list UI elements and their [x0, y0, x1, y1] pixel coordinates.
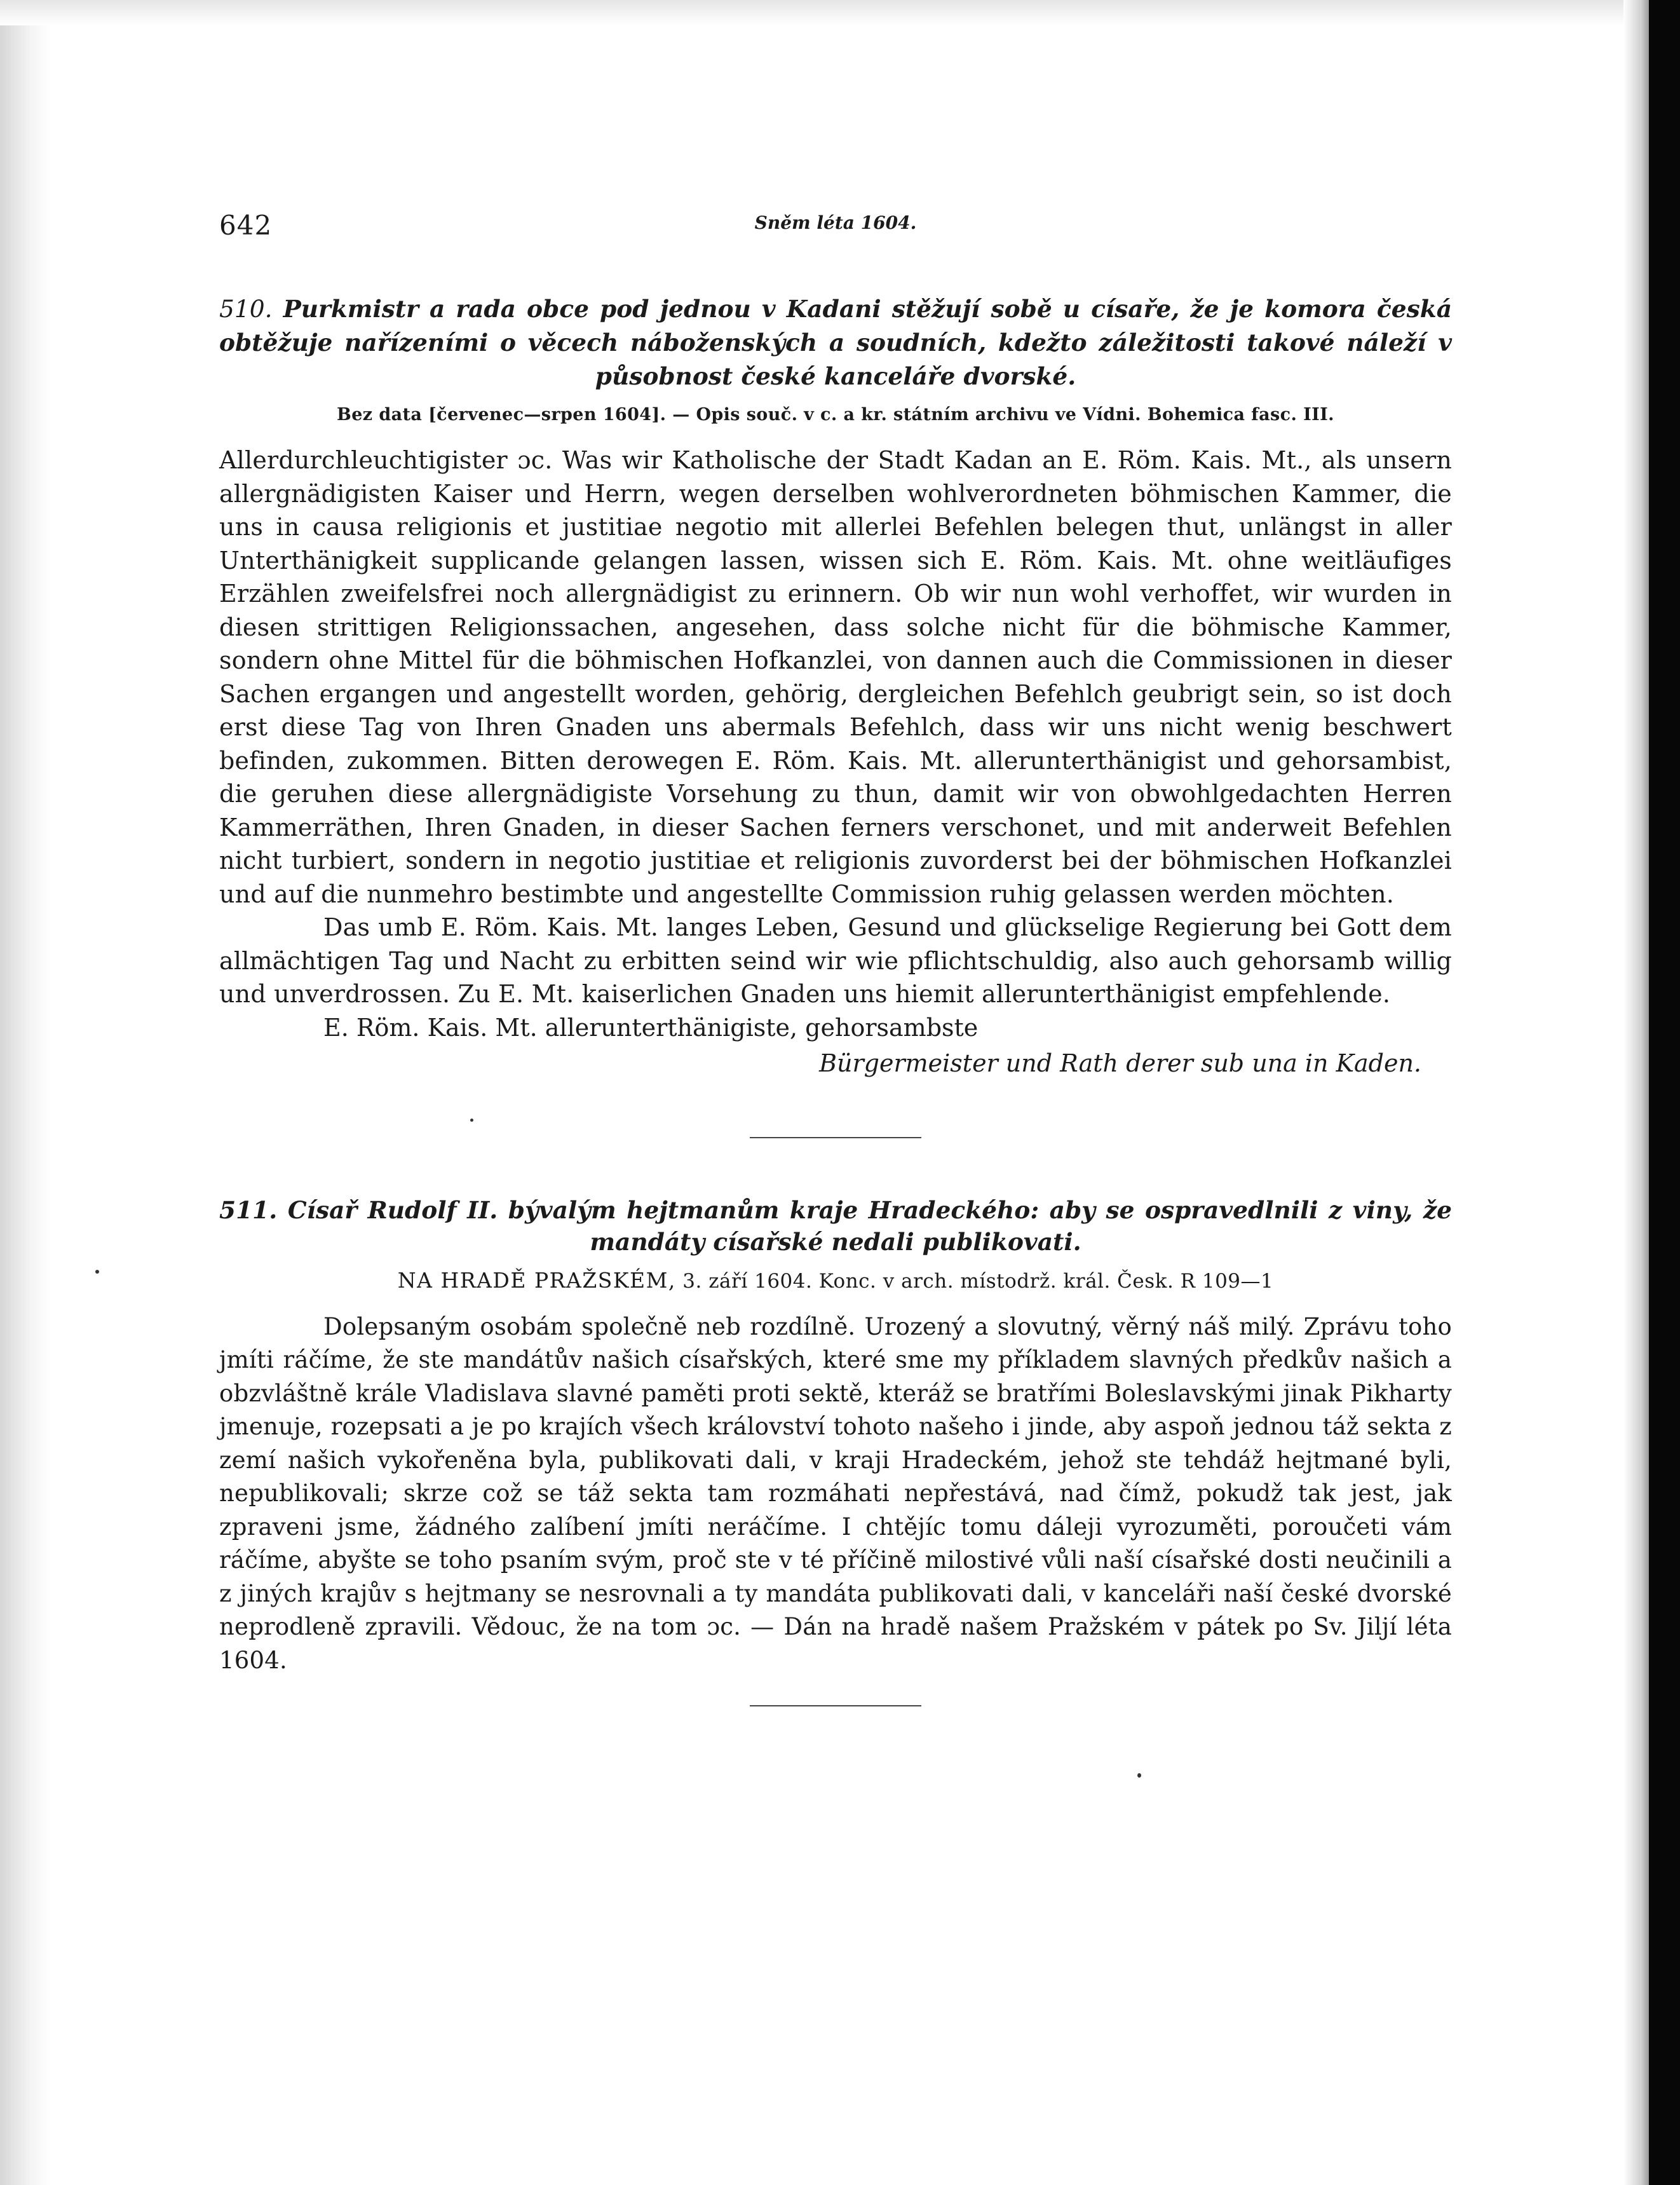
document-heading-text: Císař Rudolf II. bývalým hejtmanům kraje Hradeckého: aby se ospravedlnili z viny, že mandáty císařské nedali publikovati. [287, 1195, 1452, 1256]
scan-dark-edge [1649, 0, 1680, 2185]
signature: Bürgermeister und Rath derer sub una in Kaden. [819, 1049, 1421, 1077]
document-heading [219, 292, 1452, 393]
document-heading [219, 1194, 1452, 1258]
page-header [219, 210, 1452, 243]
page [219, 210, 1452, 1706]
section-divider [750, 1137, 921, 1138]
document-heading-text: Purkmistr a rada obce pod jednou v Kadani stěžují sobě u císaře, že je komora česká obtěžuje nařízeními o věcech náboženských a soudních, kdežto záležitosti takové náleží v působnost české kanceláře dvorské. [219, 295, 1453, 390]
scan-top-shadow [0, 0, 1680, 25]
closing-formula: E. Röm. Kais. Mt. allerunterthänigiste, gehorsambste [323, 1013, 979, 1042]
scan-speck [1137, 1773, 1141, 1778]
document-number: 511. [219, 1195, 278, 1224]
running-head: Sněm léta 1604. [754, 212, 917, 233]
body-paragraph: Dolepsaným osobám společně neb rozdílně. Urozený a slovutný, věrný náš milý. Zprávu toho jmíti ráčíme, že ste mandátův našich císařských, které sme my příkladem slavných předkův našich a obzvláštně krále Vladislava slavné paměti proti sektě, kteráž se bratřími Boleslavskými jinak Pikharty jmenuje, rozepsati a je po krajích všech království tohoto našeho i jinde, aby aspoň jednou táž sekta z zemí našich vykořeněna byla, publikovati dali, v kraji Hradeckém, jehož ste tehdáž hejtmané byli, nepublikovali; skrze což se táž sekta tam rozmáhati nepřestává, nad čímž, pokudž tak jest, jak zpraveni jsme, žádného zalíbení jmíti neráčíme. I chtějíc tomu dáleji vyrozuměti, poroučeti vám ráčíme, abyšte se toho psaním svým, proč ste v té příčině milostivé vůli naší císařské dosti neučinili a z jiných krajův s hejtmany se nesrovnali a ty mandáta publikovati dali, v kanceláři naší české dvorské neprodleně zpravili. Vědouc, že na tom ɔc. — Dán na hradě našem Pražském v pátek po Sv. Jiljí léta 1604. [219, 1312, 1452, 1674]
section-divider [750, 1705, 921, 1706]
page-number: 642 [219, 210, 273, 241]
source-place: NA HRADĚ PRAŽSKÉM, [397, 1267, 676, 1293]
scan-left-shadow [0, 0, 51, 2185]
document-body [219, 444, 1452, 1011]
scan-page-fold [1623, 0, 1649, 2185]
document-number: 510. [219, 295, 273, 323]
document-510 [219, 292, 1452, 1080]
document-511 [219, 1194, 1452, 1678]
document-body [219, 1310, 1452, 1678]
body-paragraph: Das umb E. Röm. Kais. Mt. langes Leben, Gesund und glückselige Regierung bei Gott dem allmächtigen Tag und Nacht zu erbitten seind wir wie pflichtschuldig, also auch gehorsamb willig und unverdrossen. Zu E. Mt. kaiserlichen Gnaden uns hiemit allerunterthänigist empfehlende. [219, 913, 1452, 1008]
body-paragraph: Allerdurchleuchtigister ɔc. Was wir Katholische der Stadt Kadan an E. Röm. Kais. Mt., als unsern allergnädigisten Kaiser und Herrn, wegen derselben wohlverordneten böhmischen Kammer, die uns in causa religionis et justitiae negotio mit allerlei Befehlen belegen thut, unlängst in aller Unterthänigkeit supplicande gelangen lassen, wissen sich E. Röm. Kais. Mt. ohne weitläufiges Erzählen zweifelsfrei noch allergnädigist zu erinnern. Ob wir nun wohl verhoffet, wir wurden in diesen strittigen Religionssachen, angesehen, dass solche nicht für die böhmische Kammer, sondern ohne Mittel für die böhmischen Hofkanzlei, von dannen auch die Commissionen in dieser Sachen ergangen und angestellt worden, gehörig, dergleichen Befehlch geubrigt sein, so ist doch erst diese Tag von Ihren Gnaden uns abermals Befehlch, dass wir uns nicht wenig beschwert befinden, zukommen. Bitten derowegen E. Röm. Kais. Mt. allerunterthänigist und gehorsambist, die geruhen diese allergnädigiste Vorsehung zu thun, damit wir von obwohlgedachten Herren Kammerräthen, Ihren Gnaden, in dieser Sachen ferners verschonet, und mit anderweit Befehlen nicht turbiert, sondern in negotio justitiae et religionis zuvorderst bei der böhmischen Hofkanzlei und auf die nunmehro bestimbte und angestellte Commission ruhig gelassen werden möchten. [219, 446, 1452, 908]
scan-speck [95, 1270, 99, 1274]
source-details: 3. září 1604. Konc. v arch. místodrž. král. Česk. R 109—1 [682, 1269, 1274, 1293]
source-note [219, 1268, 1452, 1293]
source-note: Bez data [červenec—srpen 1604]. — Opis souč. v c. a kr. státním archivu ve Vídni. Bohemica fasc. III. [337, 405, 1334, 425]
